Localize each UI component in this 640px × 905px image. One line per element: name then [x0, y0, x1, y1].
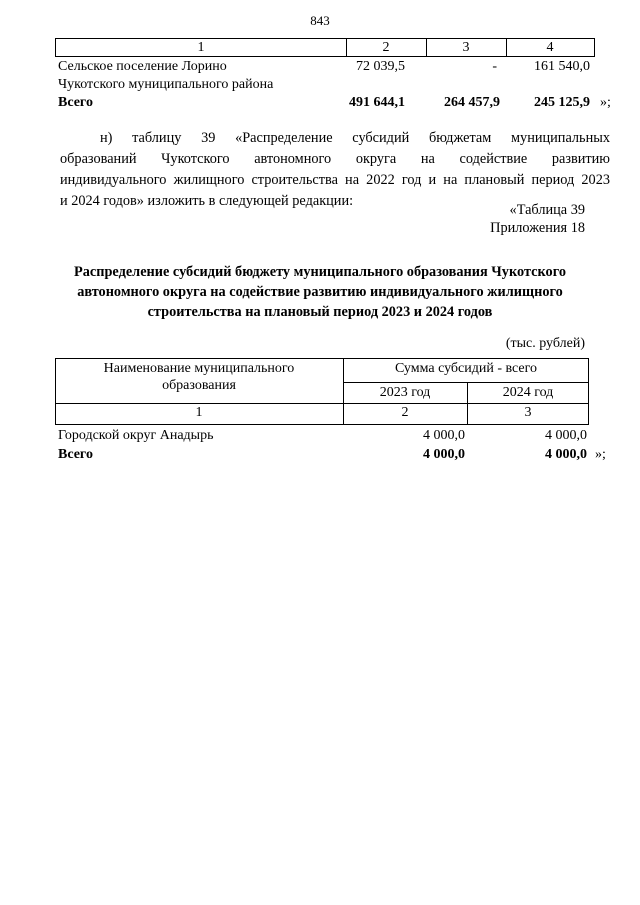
value-col4: 161 540,0 — [534, 59, 590, 74]
table-row — [55, 57, 595, 93]
title-line: строительства на плановый период 2023 и 2024 годов — [147, 304, 493, 320]
previous-table — [55, 38, 611, 113]
column-header-2024: 2024 год — [502, 385, 554, 400]
column-number: 3 — [462, 40, 470, 55]
value-2023: 4 000,0 — [423, 428, 465, 443]
header-line: Наименование муниципального — [103, 361, 295, 376]
municipality-name: Городской округ Анадырь — [58, 428, 214, 443]
total-2024: 4 000,0 — [545, 447, 587, 462]
header-line: образования — [162, 377, 236, 393]
amendment-paragraph — [60, 128, 610, 212]
column-number: 1 — [197, 40, 205, 55]
paragraph-line: н) таблицу 39 «Распределение субсидий бюджетам муниципальных — [100, 130, 610, 146]
value-2024: 4 000,0 — [545, 428, 587, 443]
column-header-sum: Сумма субсидий - всего — [394, 361, 538, 376]
total-label: Всего — [58, 95, 93, 110]
divider — [55, 403, 589, 404]
value-col2: 72 039,5 — [356, 59, 405, 74]
total-2023: 4 000,0 — [423, 447, 465, 462]
total-col3: 264 457,9 — [444, 95, 500, 110]
table-title — [40, 262, 600, 322]
total-row — [55, 93, 611, 113]
column-number: 2 — [382, 40, 390, 55]
municipality-name: Чукотского муниципального района — [58, 77, 274, 92]
page-number: 843 — [310, 13, 330, 28]
divider — [343, 382, 589, 383]
title-line: Распределение субсидий бюджету муниципального образования Чукотского — [74, 264, 566, 280]
closing-quote: »; — [600, 95, 611, 110]
paragraph-line: образований Чукотского автономного округа на содействие развитию — [60, 151, 610, 167]
table-reference-line: Приложения 18 — [490, 220, 585, 236]
closing-quote: »; — [595, 447, 606, 462]
table-header-row — [55, 38, 595, 57]
column-header-2023: 2023 год — [379, 385, 431, 400]
total-col4: 245 125,9 — [534, 95, 590, 110]
units-label: (тыс. рублей) — [505, 336, 585, 351]
table-reference-line: «Таблица 39 — [509, 202, 585, 218]
table-reference — [490, 201, 585, 237]
paragraph-line: и 2024 годов» изложить в следующей редакции: — [60, 193, 354, 209]
municipality-name: Сельское поселение Лорино — [58, 59, 227, 74]
column-number: 4 — [546, 40, 554, 55]
column-number: 2 — [401, 405, 409, 420]
column-header-name — [55, 361, 343, 395]
column-number: 3 — [524, 405, 532, 420]
value-col3: - — [492, 59, 497, 74]
paragraph-line: индивидуального жилищного строительства на 2022 год и на плановый период 2023 — [60, 172, 610, 188]
column-number: 1 — [195, 405, 203, 420]
total-col2: 491 644,1 — [349, 95, 405, 110]
title-line: автономного округа на содействие развитию индивидуального жилищного — [77, 284, 563, 300]
total-label: Всего — [58, 447, 93, 462]
